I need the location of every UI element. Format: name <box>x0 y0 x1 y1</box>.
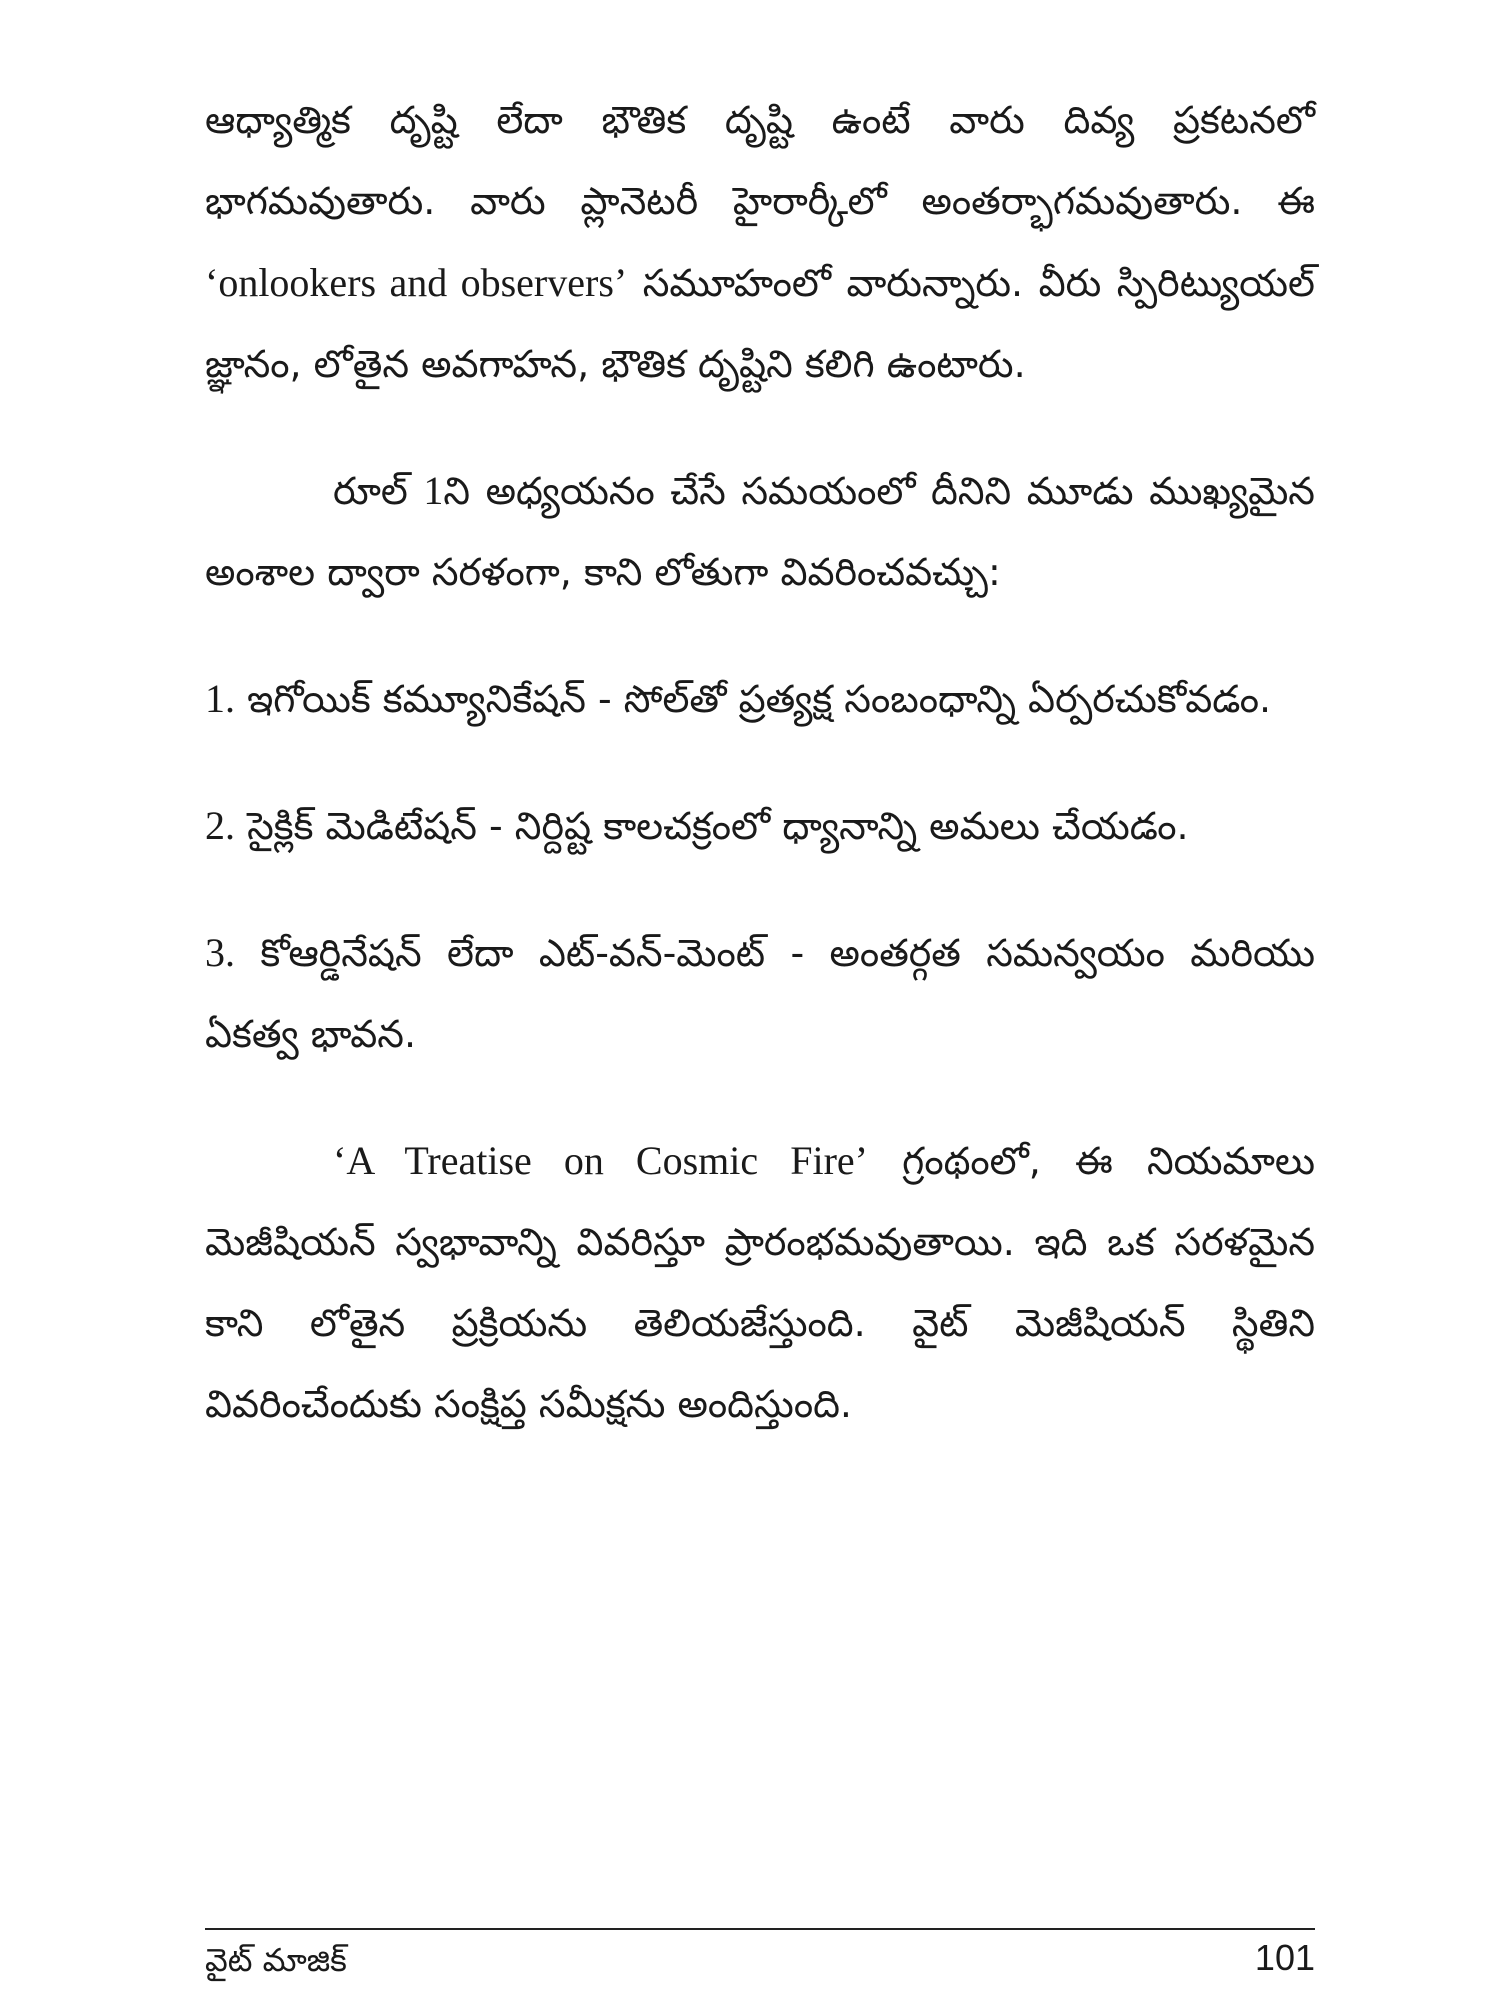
list-item <box>205 658 1315 740</box>
list-item-text: సైక్లిక్ మెడిటేషన్ - నిర్దిష్ట కాలచక్రంలో ధ్యానాన్ని అమలు చేయడం. <box>235 804 1189 848</box>
paragraph-3-text: గ్రంథంలో, ఈ నియమాలు మెజీషియన్ స్వభావాన్ని వివరిస్తూ ప్రారంభమవుతాయి. ఇది ఒక సరళమైన కాని లోతైన ప్రక్రియను తెలియజేస్తుంది. వైట్ మెజీషియన్ స్థితిని వివరించేందుకు సంక్షిప్త సమీక్షను అందిస్తుంది. <box>205 1139 1315 1426</box>
paragraph-1-text-b: సమూహంలో వారున్నారు. వీరు స్పిరిట్యుయల్ జ్ఞానం, లోతైన అవగాహన, భౌతిక దృష్టిని కలిగి ఉంటారు. <box>205 261 1315 386</box>
list-item <box>205 912 1315 1075</box>
list-item-number: 2. <box>205 803 235 848</box>
footer-book-title: వైట్ మాజిక్ <box>205 1941 347 1979</box>
paragraph-1 <box>205 80 1315 405</box>
page-number: 101 <box>1254 1937 1315 1978</box>
paragraph-2-text-a: రూల్ <box>333 469 424 513</box>
list-item-number: 1. <box>205 676 235 721</box>
paragraph-1-english-quote: ‘onlookers and observers’ <box>205 260 628 305</box>
list-item <box>205 785 1315 867</box>
paragraph-2-rule-number: 1 <box>423 468 444 513</box>
list-item-text: కోఆర్డినేషన్ లేదా ఎట్-వన్-మెంట్ - అంతర్గత సమన్వయం మరియు ఏకత్వ భావన. <box>205 931 1315 1056</box>
list-item-number: 3. <box>205 930 235 975</box>
page-body <box>205 80 1315 1445</box>
list-item-text: ఇగోయిక్ కమ్యూనికేషన్ - సోల్‌తో ప్రత్యక్ష సంబంధాన్ని ఏర్పరచుకోవడం. <box>235 677 1272 721</box>
paragraph-2 <box>205 450 1315 613</box>
paragraph-3-book-title: ‘A Treatise on Cosmic Fire’ <box>333 1138 868 1183</box>
footer-divider <box>205 1928 1315 1930</box>
paragraph-1-text-a: ఆధ్యాత్మిక దృష్టి లేదా భౌతిక దృష్టి ఉంటే వారు దివ్య ప్రకటనలో భాగమవుతారు. వారు ప్లానెటరీ హైరార్కీలో అంతర్భాగమవుతారు. ఈ <box>205 98 1315 223</box>
paragraph-3 <box>205 1120 1315 1445</box>
paragraph-2-text-b: ని అధ్యయనం చేసే సమయంలో దీనిని మూడు ముఖ్యమైన అంశాల ద్వారా సరళంగా, కాని లోతుగా వివరించవచ్చు: <box>205 469 1315 594</box>
